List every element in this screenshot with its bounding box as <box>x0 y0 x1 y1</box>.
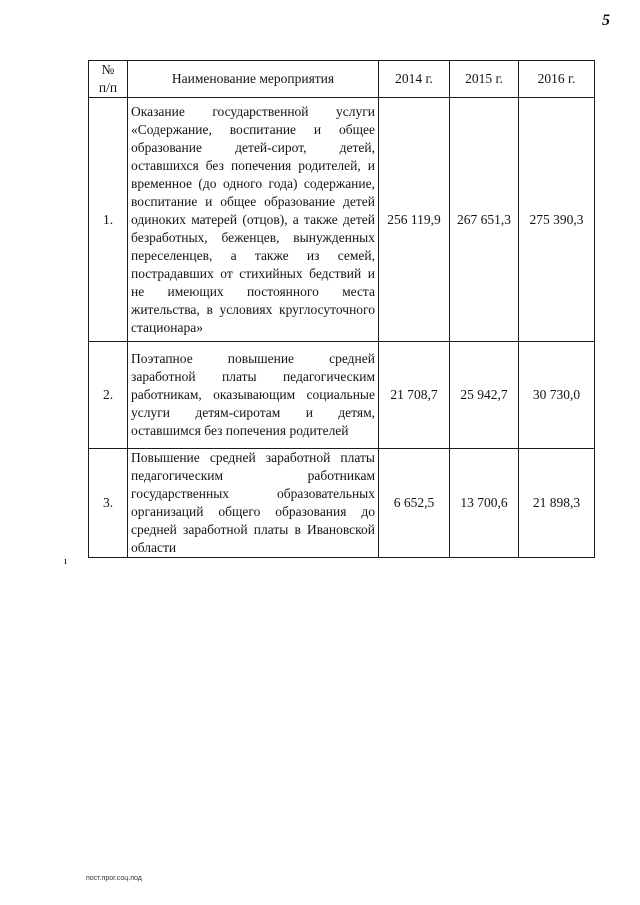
row-value-2014: 21 708,7 <box>379 342 450 449</box>
row-value-2015: 13 700,6 <box>450 449 519 558</box>
row-value-2016: 30 730,0 <box>519 342 595 449</box>
row-value-2015: 25 942,7 <box>450 342 519 449</box>
row-value-2016: 275 390,3 <box>519 98 595 342</box>
row-value-2016: 21 898,3 <box>519 449 595 558</box>
header-2014: 2014 г. <box>379 61 450 98</box>
row-name: Оказание государственной услуги «Содержание, воспитание и общее образование детей-сирот, детей, оставшихся без попечения родителей, и временное (до одного года) содержание, воспитание и общее образование детей одиноких матерей (отцов), а также детей безработных, беженцев, вынужденных переселенцев, а также из семей, пострадавших от стихийных бедствий и не имеющих постоянного места жительства, в условиях круглосуточного стационара» <box>128 98 379 342</box>
header-number-abbr: п/п <box>98 80 118 95</box>
row-number: 3. <box>89 449 128 558</box>
table-row <box>89 98 595 342</box>
row-value-2014: 6 652,5 <box>379 449 450 558</box>
margin-mark: ı <box>64 555 68 567</box>
table-row <box>89 342 595 449</box>
header-name: Наименование мероприятия <box>128 61 379 98</box>
row-value-2015: 267 651,3 <box>450 98 519 342</box>
table-row <box>89 449 595 558</box>
row-number: 2. <box>89 342 128 449</box>
row-value-2014: 256 119,9 <box>379 98 450 342</box>
footer-note: пост.прог.соц.под <box>86 875 142 882</box>
header-2016: 2016 г. <box>519 61 595 98</box>
row-number: 1. <box>89 98 128 342</box>
header-2015: 2015 г. <box>450 61 519 98</box>
row-name: Повышение средней заработной платы педагогическим работникам государственных образовательных организаций общего образования до средней заработной платы в Ивановской области <box>128 449 379 558</box>
header-number <box>89 61 128 98</box>
program-table <box>88 60 595 558</box>
header-number-symbol: № <box>101 62 115 77</box>
header-row <box>89 61 595 98</box>
row-name: Поэтапное повышение средней заработной платы педагогическим работникам, оказывающим социальные услуги детям-сиротам и детям, оставшимся без попечения родителей <box>128 342 379 449</box>
page-number: 5 <box>602 12 610 29</box>
